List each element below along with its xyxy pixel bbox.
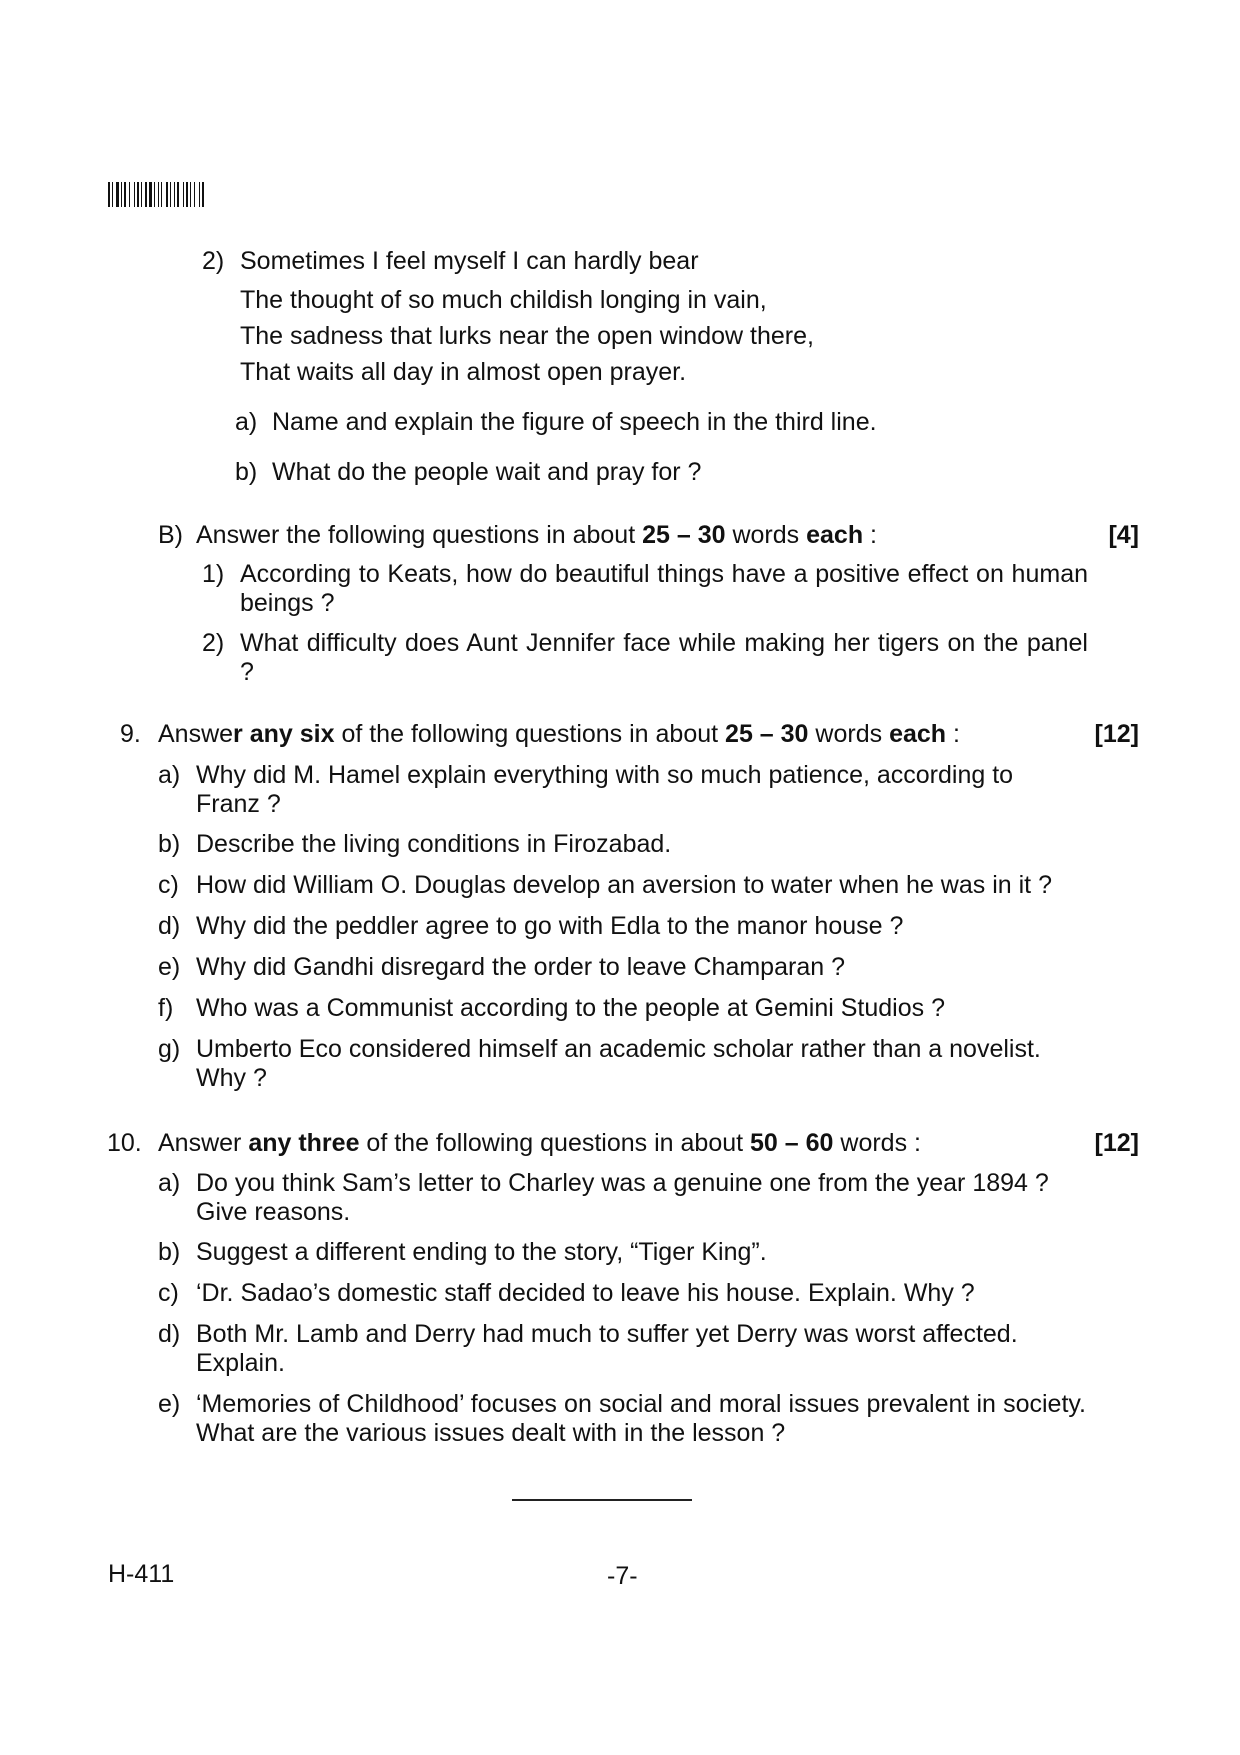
poem-item-number: 2) [202, 247, 225, 275]
q9-item-text: How did William O. Douglas develop an aversion to water when he was in it ? [196, 871, 1052, 899]
q9-item-text: Why did M. Hamel explain everything with so much patience, according to Franz ? [196, 761, 1014, 818]
barcode-icon [108, 182, 248, 207]
q10-item-text: ‘Dr. Sadao’s domestic staff decided to leave his house. Explain. Why ? [196, 1279, 975, 1307]
section-b-question-text: What difficulty does Aunt Jennifer face while making her tigers on the panel ? [240, 629, 1088, 686]
q10-item-text: ‘Memories of Childhood’ focuses on social and moral issues prevalent in society. What are the various issues dealt with in the lesson ? [196, 1390, 1086, 1447]
poem-line: The sadness that lurks near the open window there, [240, 322, 814, 350]
poem-line: That waits all day in almost open prayer. [240, 358, 687, 386]
q9-item-text: Umberto Eco considered himself an academic scholar rather than a novelist. Why ? [196, 1035, 1041, 1092]
q9-item-text: Why did Gandhi disregard the order to leave Champaran ? [196, 953, 845, 981]
q10-item-text: Suggest a different ending to the story, “Tiger King”. [196, 1238, 767, 1266]
question-10-number: 10. [107, 1129, 142, 1157]
section-b-question-text: According to Keats, how do beautiful things have a positive effect on human beings ? [240, 560, 1088, 617]
q10-item-label: e) [158, 1390, 181, 1418]
q9-item-label: a) [158, 761, 181, 789]
paper-code: H-411 [108, 1560, 175, 1588]
poem-question-label: b) [235, 458, 258, 486]
section-b-question-label: 1) [202, 560, 225, 588]
q10-item-text: Both Mr. Lamb and Derry had much to suffer yet Derry was worst affected. Explain. [196, 1320, 1018, 1377]
section-b-label: B) [158, 521, 183, 549]
question-9-number: 9. [120, 720, 141, 748]
q9-item-text: Describe the living conditions in Firozabad. [196, 830, 672, 858]
q9-item-label: b) [158, 830, 181, 858]
end-divider [512, 1499, 692, 1501]
q10-item-label: a) [158, 1169, 181, 1197]
q9-item-text: Why did the peddler agree to go with Edla to the manor house ? [196, 912, 904, 940]
q9-item-label: g) [158, 1035, 181, 1063]
q9-item-label: e) [158, 953, 181, 981]
section-b-instruction: Answer the following questions in about 25 – 30 words each : [196, 521, 878, 549]
poem-question-text: What do the people wait and pray for ? [272, 458, 702, 486]
q10-item-label: b) [158, 1238, 181, 1266]
question-9-instruction: Answer any six of the following questions in about 25 – 30 words each : [158, 720, 960, 748]
question-9-marks: [12] [1094, 720, 1139, 748]
q10-item-text: Do you think Sam’s letter to Charley was a genuine one from the year 1894 ? Give reasons. [196, 1169, 1049, 1226]
q9-item-text: Who was a Communist according to the people at Gemini Studios ? [196, 994, 945, 1022]
poem-question-text: Name and explain the figure of speech in the third line. [272, 408, 877, 436]
q10-item-label: d) [158, 1320, 181, 1348]
q10-item-label: c) [158, 1279, 179, 1307]
poem-line: The thought of so much childish longing in vain, [240, 286, 767, 314]
poem-question-label: a) [235, 408, 258, 436]
question-10-marks: [12] [1094, 1129, 1139, 1157]
page-number: -7- [607, 1562, 638, 1590]
question-10-instruction: Answer any three of the following questions in about 50 – 60 words : [158, 1129, 921, 1157]
q9-item-label: d) [158, 912, 181, 940]
section-b-marks: [4] [1108, 521, 1139, 549]
q9-item-label: f) [158, 994, 174, 1022]
poem-line: Sometimes I feel myself I can hardly bear [240, 247, 699, 275]
q9-item-label: c) [158, 871, 179, 899]
section-b-question-label: 2) [202, 629, 225, 657]
